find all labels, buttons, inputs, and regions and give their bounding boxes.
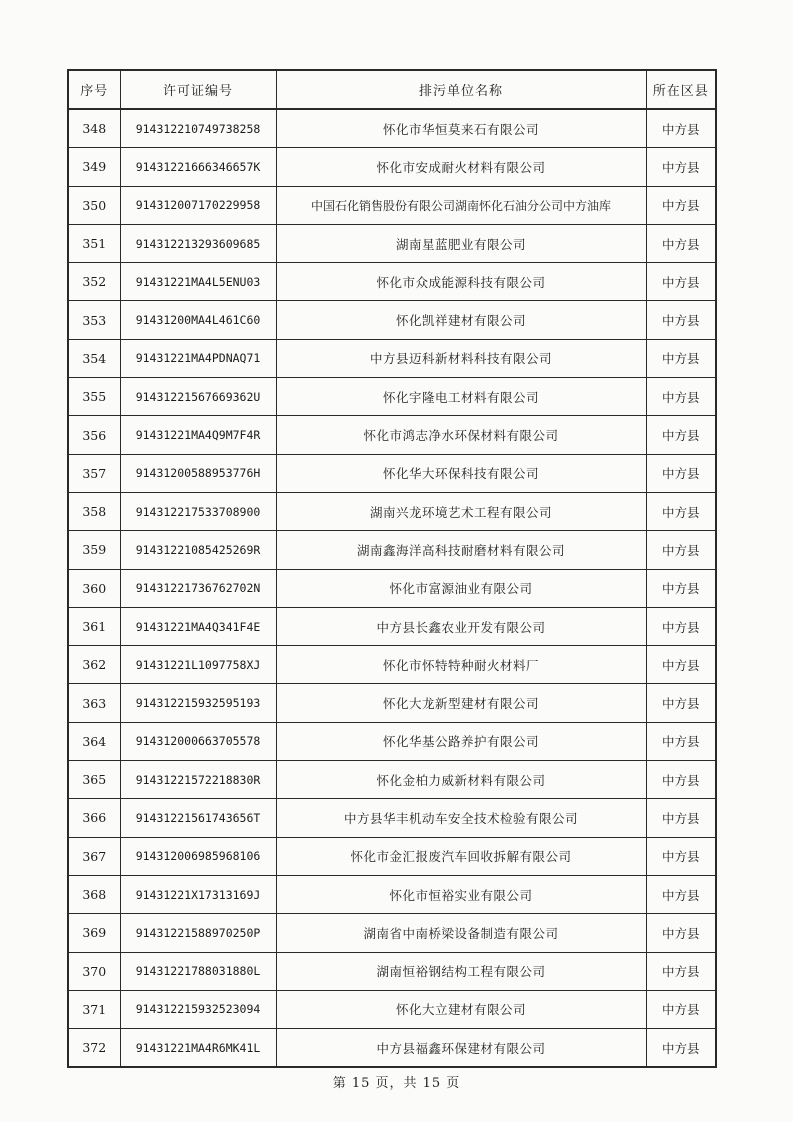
- table-row: [68, 301, 716, 339]
- cell-company: 中方县长鑫农业开发有限公司: [276, 607, 646, 645]
- cell-company: 怀化市怀特特种耐火材料厂: [276, 646, 646, 684]
- cell-seq: 362: [68, 646, 120, 684]
- cell-company: 怀化市鸿志净水环保材料有限公司: [276, 416, 646, 454]
- cell-license: 91431221588970250P: [120, 914, 276, 952]
- table-row: [68, 492, 716, 530]
- cell-district: 中方县: [646, 109, 716, 148]
- cell-seq: 367: [68, 837, 120, 875]
- cell-license: 914312006985968106: [120, 837, 276, 875]
- table-row: [68, 1029, 716, 1068]
- cell-district: 中方县: [646, 722, 716, 760]
- cell-company: 怀化宇隆电工材料有限公司: [276, 378, 646, 416]
- cell-company: 怀化华大环保科技有限公司: [276, 454, 646, 492]
- cell-seq: 349: [68, 148, 120, 186]
- table-row: [68, 186, 716, 224]
- cell-seq: 363: [68, 684, 120, 722]
- table-row: [68, 837, 716, 875]
- cell-district: 中方县: [646, 799, 716, 837]
- cell-company: 湖南恒裕钢结构工程有限公司: [276, 952, 646, 990]
- cell-company: 怀化凯祥建材有限公司: [276, 301, 646, 339]
- cell-license: 914312210749738258: [120, 109, 276, 148]
- table-row: [68, 722, 716, 760]
- cell-seq: 366: [68, 799, 120, 837]
- cell-company: 中国石化销售股份有限公司湖南怀化石油分公司中方油库: [276, 186, 646, 224]
- cell-license: 91431200MA4L461C60: [120, 301, 276, 339]
- cell-seq: 372: [68, 1029, 120, 1068]
- cell-license: 91431221MA4Q9M7F4R: [120, 416, 276, 454]
- cell-district: 中方县: [646, 416, 716, 454]
- cell-seq: 359: [68, 531, 120, 569]
- cell-district: 中方县: [646, 263, 716, 301]
- cell-seq: 352: [68, 263, 120, 301]
- table-row: [68, 148, 716, 186]
- cell-license: 91431221572218830R: [120, 761, 276, 799]
- cell-license: 91431221736762702N: [120, 569, 276, 607]
- cell-license: 91431221X17313169J: [120, 875, 276, 913]
- cell-license: 91431221788031880L: [120, 952, 276, 990]
- cell-company: 怀化市华恒莫来石有限公司: [276, 109, 646, 148]
- cell-company: 湖南鑫海洋高科技耐磨材料有限公司: [276, 531, 646, 569]
- cell-license: 91431200588953776H: [120, 454, 276, 492]
- cell-company: 怀化金柏力威新材料有限公司: [276, 761, 646, 799]
- cell-seq: 356: [68, 416, 120, 454]
- cell-district: 中方县: [646, 990, 716, 1028]
- table-row: [68, 224, 716, 262]
- table-body: [68, 109, 716, 1067]
- cell-district: 中方县: [646, 914, 716, 952]
- cell-district: 中方县: [646, 531, 716, 569]
- cell-company: 怀化大立建材有限公司: [276, 990, 646, 1028]
- cell-seq: 348: [68, 109, 120, 148]
- cell-license: 91431221MA4Q341F4E: [120, 607, 276, 645]
- cell-company: 中方县福鑫环保建材有限公司: [276, 1029, 646, 1068]
- table-row: [68, 454, 716, 492]
- cell-seq: 364: [68, 722, 120, 760]
- cell-company: 湖南省中南桥梁设备制造有限公司: [276, 914, 646, 952]
- table-row: [68, 339, 716, 377]
- cell-license: 91431221567669362U: [120, 378, 276, 416]
- cell-district: 中方县: [646, 875, 716, 913]
- cell-seq: 355: [68, 378, 120, 416]
- cell-district: 中方县: [646, 837, 716, 875]
- cell-seq: 354: [68, 339, 120, 377]
- cell-seq: 350: [68, 186, 120, 224]
- page-number-footer: 第 15 页，共 15 页: [332, 1076, 461, 1091]
- table-row: [68, 684, 716, 722]
- cell-district: 中方县: [646, 301, 716, 339]
- cell-district: 中方县: [646, 569, 716, 607]
- table-row: [68, 109, 716, 148]
- header-district: 所在区县: [646, 70, 716, 109]
- table-row: [68, 263, 716, 301]
- cell-license: 91431221L1097758XJ: [120, 646, 276, 684]
- permit-table-sheet: [67, 69, 715, 1068]
- cell-company: 中方县华丰机动车安全技术检验有限公司: [276, 799, 646, 837]
- cell-company: 怀化市富源油业有限公司: [276, 569, 646, 607]
- cell-seq: 371: [68, 990, 120, 1028]
- table-header-row: [68, 70, 716, 109]
- table-row: [68, 990, 716, 1028]
- table-row: [68, 875, 716, 913]
- cell-seq: 358: [68, 492, 120, 530]
- cell-license: 91431221MA4PDNAQ71: [120, 339, 276, 377]
- cell-district: 中方县: [646, 952, 716, 990]
- table-row: [68, 761, 716, 799]
- cell-district: 中方县: [646, 186, 716, 224]
- cell-district: 中方县: [646, 378, 716, 416]
- cell-district: 中方县: [646, 492, 716, 530]
- cell-license: 914312217533708900: [120, 492, 276, 530]
- cell-district: 中方县: [646, 761, 716, 799]
- cell-company: 湖南星蓝肥业有限公司: [276, 224, 646, 262]
- cell-district: 中方县: [646, 148, 716, 186]
- cell-license: 91431221561743656T: [120, 799, 276, 837]
- cell-seq: 353: [68, 301, 120, 339]
- table-row: [68, 799, 716, 837]
- cell-license: 914312215932523094: [120, 990, 276, 1028]
- cell-company: 中方县迈科新材料科技有限公司: [276, 339, 646, 377]
- cell-company: 怀化大龙新型建材有限公司: [276, 684, 646, 722]
- cell-company: 怀化市恒裕实业有限公司: [276, 875, 646, 913]
- cell-seq: 365: [68, 761, 120, 799]
- cell-seq: 370: [68, 952, 120, 990]
- header-seq: 序号: [68, 70, 120, 109]
- cell-license: 91431221MA4R6MK41L: [120, 1029, 276, 1068]
- cell-license: 914312007170229958: [120, 186, 276, 224]
- cell-company: 怀化华基公路养护有限公司: [276, 722, 646, 760]
- permit-table: [67, 69, 717, 1068]
- cell-license: 914312213293609685: [120, 224, 276, 262]
- cell-seq: 357: [68, 454, 120, 492]
- cell-company: 湖南兴龙环境艺术工程有限公司: [276, 492, 646, 530]
- header-company: 排污单位名称: [276, 70, 646, 109]
- cell-seq: 369: [68, 914, 120, 952]
- cell-district: 中方县: [646, 684, 716, 722]
- cell-district: 中方县: [646, 607, 716, 645]
- table-row: [68, 914, 716, 952]
- table-row: [68, 378, 716, 416]
- cell-license: 91431221MA4L5ENU03: [120, 263, 276, 301]
- cell-license: 91431221085425269R: [120, 531, 276, 569]
- table-row: [68, 607, 716, 645]
- cell-district: 中方县: [646, 224, 716, 262]
- table-row: [68, 569, 716, 607]
- table-row: [68, 952, 716, 990]
- cell-district: 中方县: [646, 454, 716, 492]
- cell-district: 中方县: [646, 339, 716, 377]
- cell-district: 中方县: [646, 646, 716, 684]
- cell-license: 914312000663705578: [120, 722, 276, 760]
- cell-district: 中方县: [646, 1029, 716, 1068]
- cell-company: 怀化市金汇报废汽车回收拆解有限公司: [276, 837, 646, 875]
- cell-seq: 361: [68, 607, 120, 645]
- cell-company: 怀化市安成耐火材料有限公司: [276, 148, 646, 186]
- table-row: [68, 416, 716, 454]
- cell-seq: 351: [68, 224, 120, 262]
- cell-company: 怀化市众成能源科技有限公司: [276, 263, 646, 301]
- table-row: [68, 531, 716, 569]
- table-row: [68, 646, 716, 684]
- cell-license: 91431221666346657K: [120, 148, 276, 186]
- cell-seq: 368: [68, 875, 120, 913]
- cell-seq: 360: [68, 569, 120, 607]
- cell-license: 914312215932595193: [120, 684, 276, 722]
- header-license: 许可证编号: [120, 70, 276, 109]
